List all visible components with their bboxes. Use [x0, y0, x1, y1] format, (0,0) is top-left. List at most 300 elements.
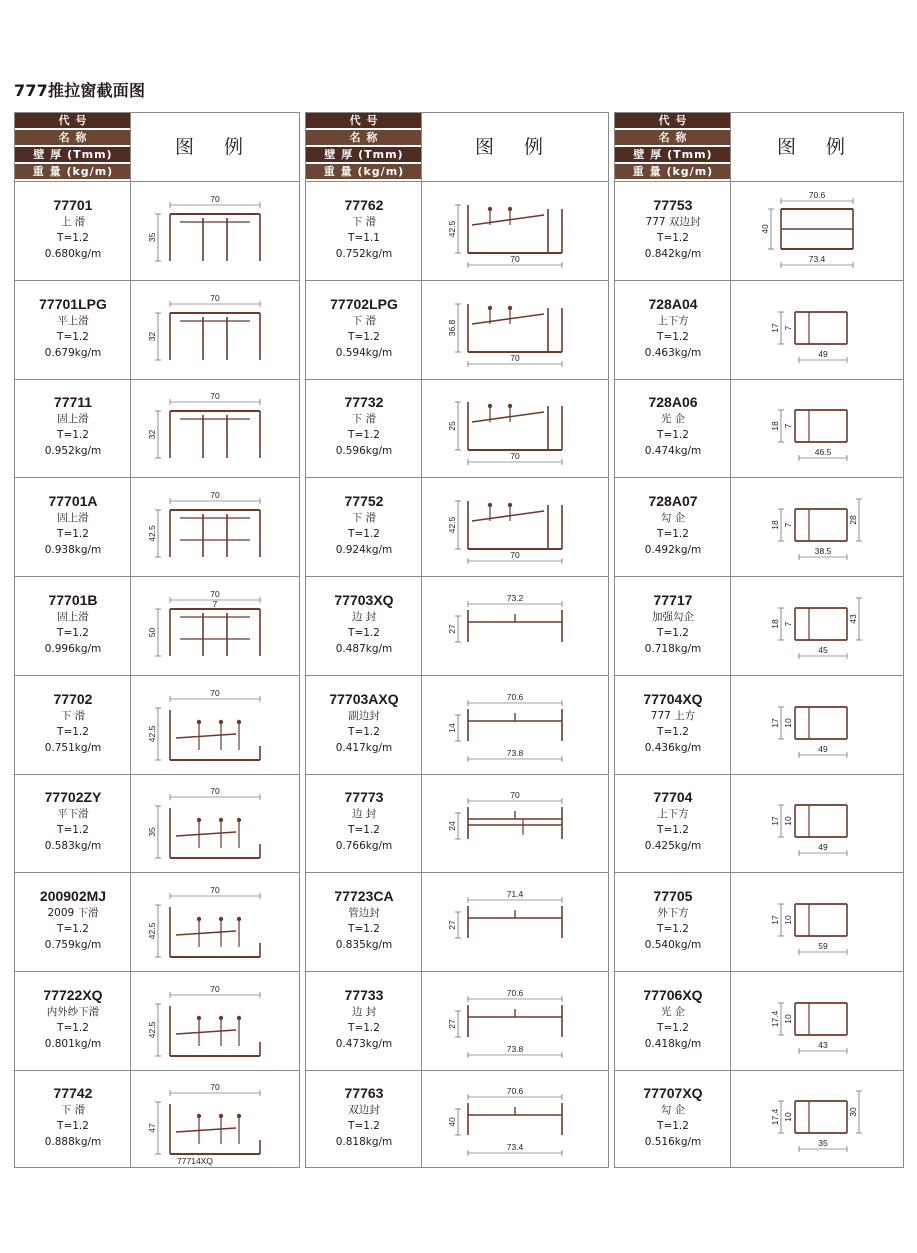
- profile-thickness: T=1.2: [348, 922, 380, 935]
- profile-thickness: T=1.2: [657, 626, 689, 639]
- profile-weight: 0.938kg/m: [44, 544, 102, 557]
- profile-name: 上 滑: [60, 216, 86, 228]
- profile-node: [197, 1114, 201, 1118]
- table-row: [15, 675, 299, 775]
- profile-thickness: T=1.2: [57, 429, 89, 442]
- table-row: [15, 181, 299, 281]
- profile-drawing: [730, 181, 903, 280]
- dimension-label: 70: [510, 254, 520, 264]
- profile-weight: 0.842kg/m: [644, 248, 702, 260]
- profile-info: [615, 378, 731, 477]
- cross-section-diagram: [131, 378, 299, 476]
- profile-name: 平上滑: [57, 314, 89, 327]
- profile-weight: 0.425kg/m: [644, 840, 702, 853]
- dimension-label: 42.5: [147, 525, 157, 542]
- header-label: 名 称: [15, 130, 131, 145]
- table-header: [15, 113, 299, 182]
- profile-name: 上下方: [657, 314, 689, 327]
- profile-info: [15, 872, 131, 971]
- profile-thickness: T=1.2: [348, 330, 380, 343]
- profile-name: 777 上方: [650, 709, 696, 722]
- profile-info: [615, 280, 731, 379]
- profile-name: 固上滑: [57, 512, 89, 525]
- dimension-label: 35: [818, 1138, 828, 1149]
- header-label: 重 量 (kg/m): [306, 164, 422, 179]
- cross-section-diagram: [731, 181, 903, 279]
- profile-node: [237, 917, 241, 921]
- profile-thickness: T=1.2: [348, 429, 380, 442]
- profile-weight: 0.680kg/m: [44, 248, 102, 260]
- profile-name: 2009 下滑: [47, 906, 99, 919]
- dimension-label: 7: [783, 522, 793, 528]
- profile-code: 77701B: [48, 591, 98, 608]
- profile-code: 77742: [53, 1085, 93, 1102]
- dimension-label: 42.5: [147, 922, 157, 940]
- profile-wall: [176, 931, 236, 935]
- profile-code: 77762: [344, 197, 384, 213]
- profile-node: [237, 1114, 241, 1118]
- profile-wall: [176, 1128, 236, 1132]
- profile-thickness: T=1.2: [57, 626, 89, 639]
- cross-section-diagram: [422, 280, 608, 378]
- profile-info: [15, 576, 131, 675]
- dimension-label: 70.6: [506, 1086, 524, 1097]
- profile-name: 下 滑: [60, 1104, 86, 1117]
- header-legend: 图 例: [130, 113, 299, 181]
- profile-weight: 0.417kg/m: [335, 741, 393, 754]
- dimension-label: 49: [818, 743, 828, 754]
- profile-info: [15, 477, 131, 576]
- dimension-label: 70: [210, 490, 220, 501]
- profile-weight: 0.516kg/m: [644, 1136, 702, 1149]
- profile-weight: 0.924kg/m: [335, 544, 393, 557]
- dimension-label: 73.8: [506, 1043, 524, 1054]
- profile-name: 光 企: [660, 413, 686, 426]
- dimension-label: 70: [510, 451, 520, 462]
- table-row: [306, 181, 608, 281]
- profile-node: [219, 1114, 223, 1118]
- profile-node: [219, 818, 223, 822]
- profile-info: [306, 181, 422, 280]
- cross-section-diagram: [422, 773, 608, 871]
- profile-weight: 0.487kg/m: [335, 642, 393, 655]
- cross-section-diagram: [731, 477, 903, 575]
- profile-weight: 0.418kg/m: [644, 1037, 702, 1050]
- dimension-label: 27: [447, 1018, 457, 1029]
- table-row: [306, 773, 608, 873]
- profile-weight: 0.766kg/m: [335, 840, 393, 853]
- dimension-label: 73.4: [808, 254, 826, 264]
- cross-section-diagram: [131, 872, 299, 970]
- dimension-label: 14: [447, 722, 457, 733]
- dimension-label: 7: [212, 598, 218, 609]
- table-row: [615, 280, 903, 380]
- profile-info: [15, 971, 131, 1070]
- table-row: [306, 576, 608, 676]
- cross-section-diagram: [131, 280, 299, 378]
- profile-name: 副边封: [348, 709, 380, 722]
- profile-name: 下 滑: [351, 512, 377, 525]
- cross-section-diagram: [131, 181, 299, 279]
- profile-thickness: T=1.2: [57, 824, 89, 837]
- dimension-label: 45: [818, 644, 828, 655]
- table-row: [306, 872, 608, 972]
- profile-drawing: [421, 378, 608, 477]
- dimension-label: 17: [770, 717, 780, 728]
- profile-thickness: T=1.2: [657, 232, 689, 244]
- profile-drawing: [421, 872, 608, 971]
- profile-drawing: [130, 872, 299, 971]
- table-row: [615, 477, 903, 577]
- cross-section-diagram: [422, 872, 608, 970]
- profile-code: 77702ZY: [44, 789, 102, 806]
- profile-node: [508, 503, 512, 507]
- profile-name: 边 封: [351, 1005, 377, 1018]
- profile-info: [306, 1069, 422, 1168]
- profile-thickness: T=1.2: [657, 1120, 689, 1133]
- profile-weight: 0.540kg/m: [644, 938, 702, 951]
- dimension-label: 17: [770, 816, 780, 826]
- dimension-label: 17.4: [770, 1010, 780, 1027]
- profile-weight: 0.801kg/m: [44, 1037, 102, 1050]
- dimension-label: 71.4: [506, 888, 524, 899]
- profile-name: 双边封: [348, 1104, 380, 1117]
- profile-weight: 0.952kg/m: [44, 445, 102, 458]
- profile-weight: 0.474kg/m: [644, 445, 702, 458]
- profile-drawing: [421, 1069, 608, 1168]
- dimension-label: 73.4: [506, 1142, 524, 1153]
- table-row: [15, 576, 299, 676]
- profile-info: [306, 280, 422, 379]
- profile-weight: 0.752kg/m: [335, 248, 393, 260]
- dimension-label: 49: [818, 348, 828, 359]
- profile-node: [197, 719, 201, 723]
- profile-name: 下 滑: [351, 216, 377, 228]
- profile-table-column: [614, 112, 904, 1168]
- profile-info: [15, 773, 131, 872]
- profile-drawing: [130, 477, 299, 576]
- profile-thickness: T=1.2: [57, 725, 89, 738]
- dimension-label: 17: [770, 915, 780, 925]
- profile-thickness: T=1.2: [348, 528, 380, 541]
- table-header: [306, 113, 608, 182]
- table-row: [615, 675, 903, 775]
- profile-drawing: [130, 181, 299, 280]
- cross-section-diagram: [422, 181, 608, 279]
- profile-node: [197, 818, 201, 822]
- header-label: 壁 厚 (Tmm): [306, 147, 422, 162]
- dimension-label: 10: [783, 1013, 793, 1024]
- profile-thickness: T=1.2: [348, 626, 380, 639]
- table-row: [615, 181, 903, 281]
- profile-code: 77717: [653, 591, 693, 608]
- cross-section-diagram: [131, 477, 299, 575]
- profile-weight: 0.718kg/m: [644, 642, 702, 655]
- dimension-label: 70: [210, 194, 220, 204]
- profile-thickness: T=1.2: [657, 429, 689, 442]
- table-row: [615, 576, 903, 676]
- profile-code: 77753: [653, 197, 693, 213]
- dimension-label: 25: [447, 421, 457, 432]
- dimension-label: 36.8: [447, 319, 457, 336]
- profile-node: [508, 404, 512, 408]
- dimension-label: 50: [147, 627, 157, 638]
- header-legend: 图 例: [421, 113, 608, 181]
- profile-weight: 0.492kg/m: [644, 544, 702, 557]
- profile-table-column: [305, 112, 609, 1168]
- header-label: 名 称: [615, 130, 731, 145]
- table-header: [615, 113, 903, 182]
- cross-section-diagram: [422, 378, 608, 476]
- dimension-label: 10: [783, 915, 793, 925]
- profile-name: 固上滑: [57, 413, 89, 426]
- profile-drawing: [130, 773, 299, 872]
- profile-thickness: T=1.2: [348, 1120, 380, 1133]
- profile-weight: 0.835kg/m: [335, 938, 393, 951]
- dimension-label: 70: [210, 786, 220, 797]
- cross-section-diagram: [422, 576, 608, 674]
- profile-drawing: [130, 675, 299, 774]
- dimension-label: 7: [783, 325, 793, 331]
- profile-name: 勾 企: [660, 1104, 686, 1117]
- table-row: [615, 872, 903, 972]
- profile-thickness: T=1.1: [348, 232, 380, 244]
- profile-info: [306, 675, 422, 774]
- profile-thickness: T=1.2: [57, 330, 89, 343]
- profile-node: [508, 305, 512, 309]
- header-label: 重 量 (kg/m): [615, 164, 731, 179]
- dimension-label: 70: [210, 983, 220, 994]
- dimension-label: 30: [848, 1107, 858, 1118]
- dimension-label: 24: [447, 821, 457, 831]
- dimension-label: 32: [147, 430, 157, 440]
- profile-drawing: [730, 773, 903, 872]
- cross-section-diagram: [422, 1069, 608, 1167]
- profile-name: 边 封: [351, 808, 377, 821]
- profile-drawing: [730, 1069, 903, 1168]
- dimension-label: 70: [210, 391, 220, 402]
- profile-node: [488, 404, 492, 408]
- profile-code: 77703AXQ: [329, 690, 399, 707]
- dimension-label: 70: [210, 687, 220, 698]
- profile-weight: 0.473kg/m: [335, 1037, 393, 1050]
- profile-node: [197, 1015, 201, 1019]
- profile-info: [15, 378, 131, 477]
- profile-code: 77722XQ: [43, 986, 103, 1003]
- profile-code: 77733: [344, 986, 384, 1003]
- profile-node: [488, 503, 492, 507]
- dimension-label: 43: [818, 1039, 828, 1050]
- profile-name: 管边封: [348, 906, 380, 919]
- profile-thickness: T=1.2: [657, 725, 689, 738]
- profile-node: [219, 1015, 223, 1019]
- profile-drawing: [421, 477, 608, 576]
- profile-wall: [472, 511, 544, 521]
- table-row: [615, 378, 903, 478]
- dimension-label: 42.5: [147, 725, 157, 742]
- profile-code: 77773: [344, 789, 384, 806]
- cross-section-diagram: [131, 971, 299, 1069]
- profile-wall: [176, 1030, 236, 1034]
- profile-code: 77752: [344, 493, 384, 510]
- dimension-label: 47: [147, 1123, 157, 1134]
- profile-wall: [176, 734, 236, 738]
- profile-name: 上下方: [657, 808, 689, 821]
- table-row: [15, 1069, 299, 1168]
- table-row: [615, 971, 903, 1071]
- profile-drawing: [730, 576, 903, 675]
- profile-name: 平下滑: [57, 808, 89, 821]
- cross-section-diagram: [422, 971, 608, 1069]
- profile-drawing: [130, 971, 299, 1070]
- profile-code: 77701LPG: [39, 295, 107, 312]
- profile-wall: [472, 314, 544, 324]
- table-row: [15, 971, 299, 1071]
- dimension-label: 49: [818, 842, 828, 853]
- profile-drawing: [421, 675, 608, 774]
- dimension-label: 28: [848, 515, 858, 525]
- dimension-label: 32: [147, 331, 157, 341]
- profile-name: 外下方: [657, 906, 689, 919]
- profile-node: [508, 207, 512, 211]
- profile-code: 77702: [53, 690, 93, 707]
- profile-weight: 0.818kg/m: [335, 1136, 393, 1149]
- dimension-label: 40: [760, 224, 770, 234]
- profile-info: [306, 477, 422, 576]
- profile-thickness: T=1.2: [657, 330, 689, 343]
- header-label: 代 号: [15, 113, 131, 128]
- profile-name: 加强勾企: [652, 610, 694, 623]
- table-row: [615, 773, 903, 873]
- profile-node: [488, 207, 492, 211]
- profile-thickness: T=1.2: [657, 528, 689, 541]
- profile-drawing: [421, 971, 608, 1070]
- dimension-label: 42.5: [447, 220, 457, 238]
- profile-thickness: T=1.2: [57, 1120, 89, 1133]
- profile-weight: 0.679kg/m: [44, 346, 102, 359]
- profile-weight: 0.759kg/m: [44, 938, 102, 951]
- profile-code: 77707XQ: [643, 1085, 703, 1102]
- profile-code: 77704XQ: [643, 690, 703, 707]
- profile-weight: 0.436kg/m: [644, 741, 702, 754]
- profile-drawing: [730, 378, 903, 477]
- profile-thickness: T=1.2: [348, 1021, 380, 1034]
- profile-code: 77701A: [48, 493, 98, 510]
- dimension-label: 43: [848, 614, 858, 624]
- profile-drawing: [730, 675, 903, 774]
- dimension-label: 27: [447, 920, 457, 930]
- cross-section-diagram: [131, 576, 299, 674]
- header-legend: 图 例: [730, 113, 903, 181]
- profile-name: 777 双边封: [645, 216, 701, 228]
- header-label: 代 号: [615, 113, 731, 128]
- table-row: [615, 1069, 903, 1168]
- dimension-label: 73.8: [506, 747, 524, 758]
- table-row: [306, 971, 608, 1071]
- header-label: 重 量 (kg/m): [15, 164, 131, 179]
- table-row: [15, 477, 299, 577]
- profile-thickness: T=1.2: [657, 922, 689, 935]
- dimension-label: 7: [783, 424, 793, 429]
- profile-node: [237, 719, 241, 723]
- dimension-label: 35: [147, 827, 157, 837]
- header-label: 代 号: [306, 113, 422, 128]
- profile-weight: 0.996kg/m: [44, 642, 102, 655]
- cross-section-diagram: [131, 675, 299, 773]
- profile-node: [197, 917, 201, 921]
- profile-code: 77701: [53, 197, 93, 213]
- profile-drawing: [730, 477, 903, 576]
- profile-info: [615, 773, 731, 872]
- profile-code: 728A06: [648, 394, 698, 411]
- table-row: [15, 773, 299, 873]
- profile-info: [306, 872, 422, 971]
- dimension-label: 77714XQ: [177, 1156, 213, 1167]
- profile-drawing: [421, 280, 608, 379]
- profile-info: [615, 1069, 731, 1168]
- cross-section-diagram: [731, 280, 903, 378]
- table-row: [306, 378, 608, 478]
- dimension-label: 18: [770, 619, 780, 629]
- dimension-label: 42.5: [147, 1021, 157, 1038]
- cross-section-diagram: [731, 971, 903, 1069]
- cross-section-diagram: [131, 1069, 299, 1167]
- cross-section-diagram: [731, 675, 903, 773]
- profile-code: 200902MJ: [39, 887, 107, 904]
- page-title: 777推拉窗截面图: [14, 81, 146, 100]
- dimension-label: 38.5: [814, 546, 832, 557]
- profile-info: [15, 181, 131, 280]
- profile-weight: 0.583kg/m: [44, 840, 102, 853]
- profile-weight: 0.751kg/m: [44, 741, 102, 754]
- dimension-label: 70.6: [808, 190, 826, 200]
- profile-drawing: [730, 872, 903, 971]
- profile-drawing: [130, 576, 299, 675]
- dimension-label: 17.4: [770, 1109, 780, 1126]
- profile-node: [219, 917, 223, 921]
- profile-info: [306, 773, 422, 872]
- dimension-label: 17: [770, 322, 780, 333]
- profile-code: 77763: [344, 1085, 384, 1102]
- profile-thickness: T=1.2: [57, 528, 89, 541]
- table-row: [306, 477, 608, 577]
- profile-name: 下 滑: [351, 314, 377, 327]
- profile-info: [615, 675, 731, 774]
- profile-info: [15, 280, 131, 379]
- profile-thickness: T=1.2: [348, 725, 380, 738]
- dimension-label: 10: [783, 1112, 793, 1123]
- profile-thickness: T=1.2: [657, 1021, 689, 1034]
- profile-code: 77705: [653, 887, 693, 904]
- dimension-label: 27: [447, 624, 457, 634]
- dimension-label: 70: [210, 884, 220, 895]
- profile-weight: 0.596kg/m: [335, 445, 393, 458]
- profile-code: 77706XQ: [643, 986, 703, 1003]
- profile-node: [219, 719, 223, 723]
- profile-code: 77703XQ: [334, 591, 394, 608]
- profile-info: [615, 181, 731, 280]
- dimension-label: 10: [783, 816, 793, 826]
- dimension-label: 18: [770, 520, 780, 530]
- profile-name: 下 滑: [351, 413, 377, 426]
- profile-name: 内外纱下滑: [46, 1005, 100, 1018]
- profile-code: 77711: [53, 394, 93, 411]
- profile-name: 勾 企: [660, 512, 686, 525]
- cross-section-diagram: [731, 378, 903, 476]
- profile-info: [306, 378, 422, 477]
- profile-info: [306, 576, 422, 675]
- cross-section-diagram: [422, 675, 608, 773]
